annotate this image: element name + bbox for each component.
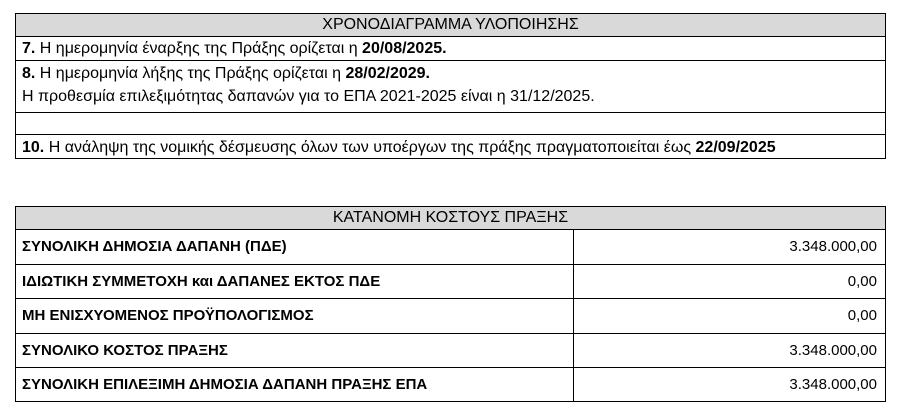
timeline-item-8 (16, 60, 885, 112)
cost-row (16, 229, 885, 264)
item-10-text: Η ανάληψη της νομικής δέσμευσης όλων των υποέργων της πράξης πραγματοποιείται έως (44, 139, 696, 156)
start-date: 20/08/2025. (362, 40, 447, 57)
column-divider (573, 299, 574, 333)
cost-title-text: ΚΑΤΑΝΟΜΗ ΚΟΣΤΟΥΣ ΠΡΑΞΗΣ (332, 209, 569, 226)
timeline-table (15, 13, 886, 159)
item-8-number: 8. (22, 65, 36, 82)
cost-row-value: 0,00 (847, 273, 877, 290)
commitment-date: 22/09/2025 (695, 139, 776, 156)
cost-row-value: 3.348.000,00 (789, 238, 877, 255)
label-part: ΙΔΙΩΤΙΚΗ ΣΥΜΜΕΤΟΧΗ (22, 273, 192, 290)
cost-row-label: ΣΥΝΟΛΙΚΗ ΕΠΙΛΕΞΙΜΗ ΔΗΜΟΣΙΑ ΔΑΠΑΝΗ ΠΡΑΞΗΣ ΕΠΑ (22, 376, 428, 393)
column-divider (573, 368, 574, 402)
cost-row (16, 298, 885, 333)
cost-table (15, 206, 886, 402)
column-divider (573, 334, 574, 367)
cost-row-value: 3.348.000,00 (789, 376, 877, 393)
item-10-number: 10. (22, 139, 45, 156)
cost-row-label: ΣΥΝΟΛΙΚΟ ΚΟΣΤΟΣ ΠΡΑΞΗΣ (22, 342, 228, 359)
timeline-title (16, 14, 885, 36)
eligibility-deadline-note: Η προθεσμία επιλεξιμότητας δαπανών για το ΕΠΑ 2021-2025 είναι η 31/12/2025. (22, 88, 595, 105)
label-part: ΔΑΠΑΝΕΣ ΕΚΤΟΣ ΠΔΕ (213, 273, 381, 290)
cost-row-label: ΜΗ ΕΝΙΣΧΥΟΜΕΝΟΣ ΠΡΟΫΠΟΛΟΓΙΣΜΟΣ (22, 307, 314, 324)
cost-row-label: ΣΥΝΟΛΙΚΗ ΔΗΜΟΣΙΑ ΔΑΠΑΝΗ (ΠΔΕ) (22, 238, 287, 255)
column-divider (573, 230, 574, 264)
cost-row (16, 367, 885, 402)
item-7-text: Η ημερομηνία έναρξης της Πράξης ορίζεται η (35, 40, 363, 57)
column-divider (573, 265, 574, 298)
commitment-line (22, 139, 776, 157)
end-date: 28/02/2029. (345, 65, 430, 82)
cost-row-value: 3.348.000,00 (789, 342, 877, 359)
cost-row-value: 0,00 (847, 307, 877, 324)
cost-title (16, 207, 885, 229)
cost-row (16, 333, 885, 367)
cost-row (16, 264, 885, 298)
end-date-line (22, 65, 430, 83)
item-7-number: 7. (22, 40, 36, 57)
item-8-text: Η ημερομηνία λήξης της Πράξης ορίζεται η (35, 65, 346, 82)
start-date-line (22, 40, 447, 58)
cost-row-label (22, 273, 380, 290)
timeline-empty-row (16, 112, 885, 134)
timeline-title-text: ΧΡΟΝΟΔΙΑΓΡΑΜΜΑ ΥΛΟΠΟΙΗΣΗΣ (322, 16, 579, 33)
timeline-item-10 (16, 134, 885, 159)
label-part: και (191, 273, 214, 290)
timeline-item-7 (16, 36, 885, 60)
